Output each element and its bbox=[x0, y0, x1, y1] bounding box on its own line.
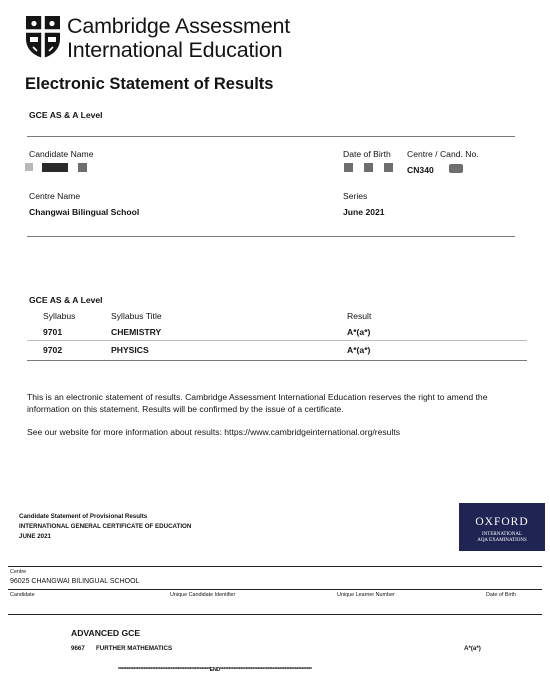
centre-cand-value: CN340 bbox=[407, 165, 434, 175]
redaction-block bbox=[25, 163, 33, 171]
redaction-block bbox=[344, 163, 353, 172]
centre-name-label: Centre Name bbox=[29, 191, 81, 201]
syllabus-code: 9702 bbox=[43, 345, 63, 355]
notice-text-line2: information on this statement. Results will be confirmed by the issue of a certificate. bbox=[27, 404, 344, 414]
oxford-centre-label: Centre bbox=[10, 569, 27, 575]
column-header-syllabus: Syllabus bbox=[43, 311, 76, 321]
divider bbox=[27, 236, 515, 237]
website-link-text: See our website for more information about results: https://www.cambridgeinternational.org/results bbox=[27, 427, 401, 437]
divider bbox=[8, 589, 542, 590]
redaction-block bbox=[449, 164, 463, 173]
oxford-uci-label: Unique Candidate Identifier bbox=[170, 592, 236, 598]
subject-result: A*(a*) bbox=[464, 645, 481, 652]
centre-name-value: Changwai Bilingual School bbox=[29, 207, 140, 217]
redaction-block bbox=[384, 163, 393, 172]
results-heading: GCE AS & A Level bbox=[29, 295, 103, 305]
column-header-title: Syllabus Title bbox=[111, 311, 162, 321]
oxford-doc-title: Candidate Statement of Provisional Results bbox=[19, 513, 148, 520]
syllabus-result: A*(a*) bbox=[347, 345, 371, 355]
redaction-block bbox=[42, 163, 68, 172]
oxford-logo-sub2: AQA EXAMINATIONS bbox=[477, 538, 527, 543]
syllabus-title: PHYSICS bbox=[111, 345, 149, 355]
cambridge-org-name-line2: International Education bbox=[67, 38, 283, 62]
divider bbox=[8, 614, 542, 615]
dob-label: Date of Birth bbox=[343, 149, 391, 159]
redaction-block bbox=[364, 163, 373, 172]
oxford-dob-label: Date of Birth bbox=[486, 592, 516, 598]
cambridge-shield-logo bbox=[25, 15, 61, 59]
oxford-series: JUNE 2021 bbox=[19, 533, 51, 540]
end-marker: ******************************************************END****************************************************** bbox=[118, 667, 312, 673]
divider bbox=[27, 360, 527, 361]
page-title: Electronic Statement of Results bbox=[25, 75, 274, 93]
divider bbox=[8, 566, 542, 567]
row-divider bbox=[27, 340, 527, 341]
subject-code: 9667 bbox=[71, 645, 85, 652]
oxford-level: ADVANCED GCE bbox=[71, 628, 141, 638]
qualification-label: GCE AS & A Level bbox=[29, 110, 103, 120]
series-label: Series bbox=[343, 191, 368, 201]
cambridge-org-name-line1: Cambridge Assessment bbox=[67, 14, 291, 38]
oxford-cert-line: INTERNATIONAL GENERAL CERTIFICATE OF EDUCATION bbox=[19, 523, 192, 530]
oxford-centre-value: 96025 CHANGWAI BILINGUAL SCHOOL bbox=[10, 578, 140, 585]
series-value: June 2021 bbox=[343, 207, 385, 217]
subject-title: FURTHER MATHEMATICS bbox=[96, 645, 173, 652]
redaction-block bbox=[78, 163, 87, 172]
column-header-result: Result bbox=[347, 311, 372, 321]
divider bbox=[27, 136, 515, 137]
oxford-uln-label: Unique Learner Number bbox=[337, 592, 395, 598]
syllabus-code: 9701 bbox=[43, 327, 63, 337]
oxford-candidate-label: Candidate bbox=[10, 592, 35, 598]
candidate-name-label: Candidate Name bbox=[29, 149, 94, 159]
oxford-logo-word: OXFORD bbox=[475, 516, 529, 528]
notice-text-line1: This is an electronic statement of results. Cambridge Assessment International Education reserves the right to amend the bbox=[27, 392, 488, 402]
syllabus-title: CHEMISTRY bbox=[111, 327, 162, 337]
syllabus-result: A*(a*) bbox=[347, 327, 371, 337]
oxford-aqa-logo bbox=[459, 503, 545, 551]
oxford-logo-sub1: INTERNATIONAL bbox=[482, 532, 522, 537]
centre-cand-label: Centre / Cand. No. bbox=[407, 149, 479, 159]
